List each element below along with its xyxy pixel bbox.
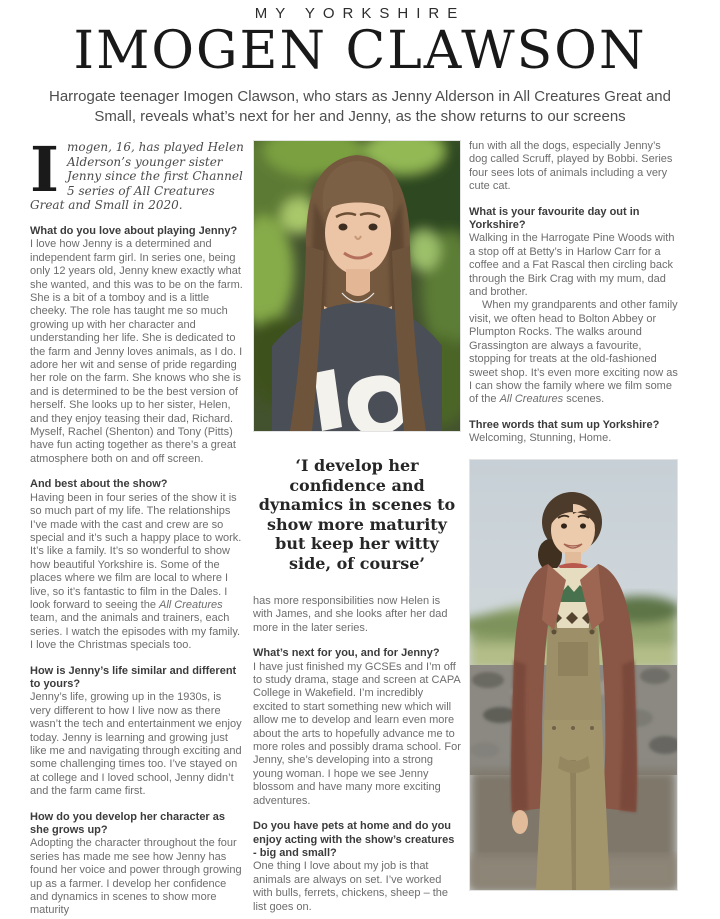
column-left <box>30 133 245 918</box>
answer-paragraph: I have just finished my GCSEs and I’m off to study drama, stage and screen at CAPA College in Wakefield. I’m incredibly excited to start something new which will allow me to develop and learn even more about the arts to hopefully advance me to more roles and possibly drama school. For Jenny, she’s developing into a strong young woman. I hope we see Jenny blossom and have many more exciting adventures. <box>253 660 461 807</box>
qa-block <box>30 811 245 918</box>
qa-block <box>30 225 245 466</box>
answer-paragraph: Adopting the character throughout the four series has made me see how Jenny has found her voice and power through growing up as a farmer. I develop her confidence and dynamics in scenes to show more maturity <box>30 837 242 917</box>
question-heading: How is Jenny’s life similar and different to yours? <box>30 664 237 690</box>
qa-block <box>469 419 679 446</box>
question-heading: What’s next for you, and for Jenny? <box>253 647 440 660</box>
standfirst: Harrogate teenager Imogen Clawson, who stars as Jenny Alderson in All Creatures Great and Small, reveals what’s next for her and Jenny, as the show returns to our screens <box>48 88 671 125</box>
qa-block <box>253 647 461 808</box>
continuation-paragraph: has more responsibilities now Helen is with James, and she looks after her dad more in the later series. <box>253 595 448 634</box>
column-middle <box>253 140 461 914</box>
question-heading: Do you have pets at home and do you enjoy acting with the show’s creatures - big and small? <box>253 820 455 859</box>
answer-paragraph: When my grandparents and other family visit, we often head to Bolton Abbey or Plumpton Rocks. The walks around Grassington are always a favourite, stopping for treats at the old-fashioned sweet shop. It’s even more exciting now as I can show the family where we film some of the All Creatures scenes. <box>469 299 678 406</box>
answer-paragraph: Welcoming, Stunning, Home. <box>469 432 612 445</box>
answer-paragraph: One thing I love about my job is that animals are always on set. I’ve worked with bulls, ferrets, chickens, sheep – the list goes on. <box>253 860 449 913</box>
intro-paragraph <box>30 133 245 213</box>
qa-block <box>253 820 461 914</box>
portrait-photo <box>253 140 461 432</box>
intro-text: mogen, 16, has played Helen Alderson’s younger sister Jenny since the first Channel 5 series of All Creatures Great and Small in 2020. <box>30 140 244 213</box>
article-header <box>0 0 720 127</box>
pull-quote: ‘I develop her confidence and dynamics in scenes to show more maturity but keep her witty side, of course’ <box>258 456 456 573</box>
article-columns <box>0 127 720 918</box>
question-heading: Three words that sum up Yorkshire? <box>469 418 660 431</box>
qa-block <box>469 206 679 407</box>
answer-paragraph: Having been in four series of the show it is so much part of my life. The relationships I’ve made with the cast and crew are so special and it’s such a happy place to work. It’s like a family. It’s so wonderful to show how beautiful Yorkshire is. Some of the places where we film are local to where I live, so it’s fantastic to film in the Dales. I look forward to seeing the All Creatures team, and the animals and trainers, each series. I watch the episodes with my family. I love the Christmas specials too. <box>30 491 242 652</box>
question-heading: What is your favourite day out in Yorkshire? <box>469 205 640 232</box>
answer-paragraph: Walking in the Harrogate Pine Woods with a stop off at Betty’s in Harlow Carr for a coffee and a Fat Rascal then circling back through the Birk Crag with my mum, dad and brother. <box>469 232 675 299</box>
question-heading: What do you love about playing Jenny? <box>30 224 238 237</box>
question-heading: How do you develop her character as she grows up? <box>30 810 226 837</box>
drop-cap: I <box>30 133 60 206</box>
section-kicker: MY YORKSHIRE <box>254 5 466 22</box>
answer-paragraph: I love how Jenny is a determined and independent farm girl. In series one, being only 12 years old, Jenny knew exactly what she wanted, and this was to be on the farm. She is a bit of a tomboy and is a little cheeky. The role has taught me so much growing up with her character and understanding her life. She is dedicated to the farm and Jenny loves animals, as I do. I adore her wit and sense of pride regarding her role on the farm. She knows who she is and is determined to be the best version of herself. She looks up to her sister, Helen, and they enjoy teasing their dad, Richard. Myself, Rachel (Shenton) and Tony (Pitts) have fun acting together as there’s a great atmosphere both on and off screen. <box>30 238 243 465</box>
question-heading: And best about the show? <box>30 478 168 491</box>
qa-block <box>30 665 245 799</box>
continuation-paragraph: fun with all the dogs, especially Jenny’s dog called Scruff, played by Bobbi. Series four sees lots of animals including a very cute cat. <box>469 140 673 193</box>
qa-block <box>30 478 245 652</box>
article-title: IMOGEN CLAWSON <box>73 21 647 81</box>
costume-photo <box>469 459 678 891</box>
column-right <box>469 140 679 891</box>
answer-paragraph: Jenny’s life, growing up in the 1930s, is very different to how I live now as there wasn’t the tech and entertainment we enjoy today. Jenny is learning and growing just like me and navigating through exciting and some challenging times too. I’ve stayed on at college and I loved school, Jenny didn’t and the farm came first. <box>30 691 242 798</box>
